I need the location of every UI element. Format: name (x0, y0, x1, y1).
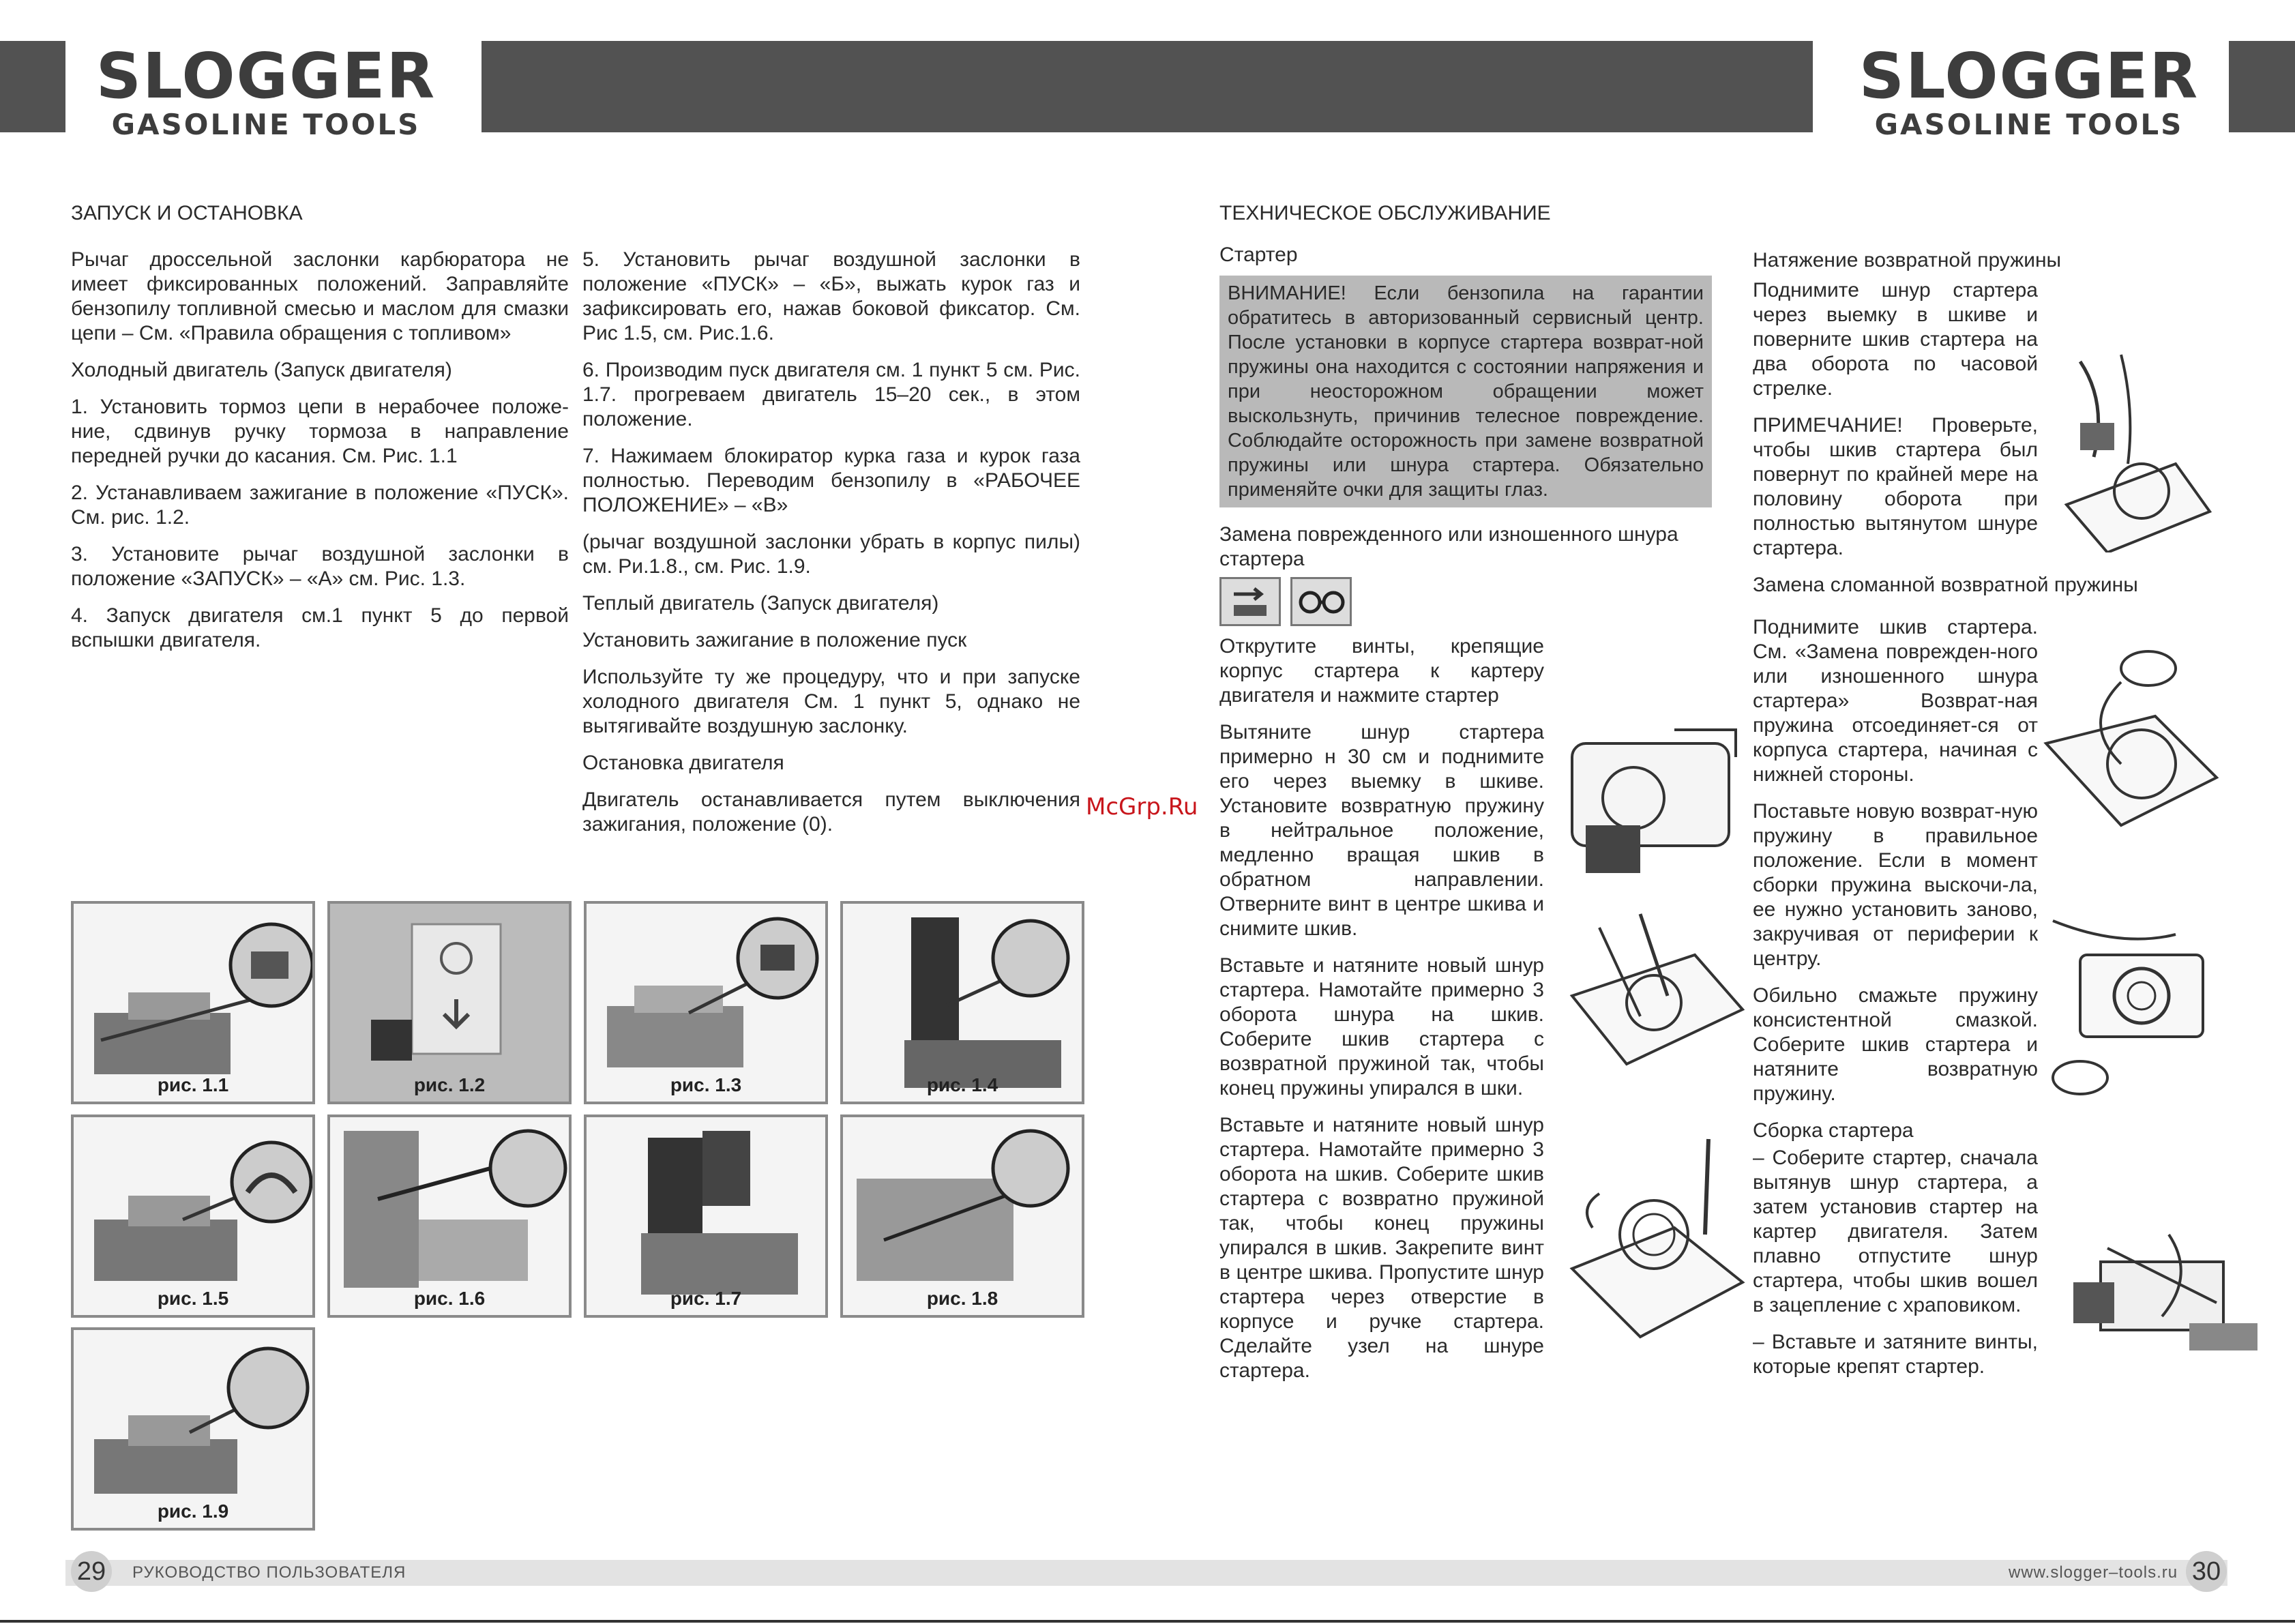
tension-note: ПРИМЕЧАНИЕ! Проверьте, чтобы шкив стартера был повернут по крайней мере на половину оборота при полностью вытянутом шнуре стартера. (1753, 414, 2038, 559)
header-band-left (0, 41, 65, 132)
figure-caption: рис. 1.2 (413, 1074, 486, 1095)
subheading-stop-engine: Остановка двигателя (582, 752, 784, 774)
replace-step-1: Открутите винты, крепящие корпус стартера к картеру двигателя и нажмите стартер (1219, 635, 1544, 707)
right-column-2 (1753, 248, 2138, 1391)
spring-assembly-illustration (1558, 1132, 1749, 1350)
footer-website: www.slogger–tools.ru (2009, 1563, 2178, 1582)
figure-caption: рис. 1.3 (670, 1074, 742, 1095)
replace-step-3: Вставьте и натяните новый шнур стартера. Намотайте примерно 3 оборота шнура на шкив. Соберите шкив стартера с возвратной пружиной так, чтобы конец пружины упирался в шки. (1219, 954, 1544, 1099)
figure-caption: рис. 1.6 (413, 1288, 486, 1309)
spring-install-illustration (2039, 880, 2223, 1105)
step-3: 3. Установите рычаг воздушной заслонки в положение «ЗАПУСК» – «А» см. Рис. 1.3. (71, 543, 569, 590)
page-number-right: 30 (2186, 1551, 2227, 1592)
figure-1-7 (584, 1114, 828, 1318)
subheading-starter: Стартер (1219, 243, 1298, 266)
tension-step-1: Поднимите шнур стартера через выемку в шкиве и поверните шкив стартера на два оборота по часовой стрелке. (1753, 279, 2038, 400)
warm-1: Установить зажигание в положение пуск (582, 629, 967, 651)
logo-sub: GASOLINE TOOLS (111, 108, 421, 141)
header-band-right (2229, 41, 2295, 132)
step-6: 6. Производим пуск двигателя см. 1 пункт 5 см. Рис. 1.7. прогреваем двигатель 15–20 сек., в этом положение. (582, 359, 1080, 430)
section-title-maintenance: ТЕХНИЧЕСКОЕ ОБСЛУЖИВАНИЕ (1219, 202, 1551, 224)
subheading-broken-spring: Замена сломанной возвратной пружины (1753, 574, 2138, 596)
starter-housing-illustration (1558, 703, 1749, 880)
step-5: 5. Установить рычаг воздушной заслонки в положение «ПУСК» – «Б», выжать курок газ и зафиксировать его, нажав боковой фиксатор. См. Рис 1.5, см. Рис.1.6. (582, 248, 1080, 344)
paragraph: Рычаг дроссельной заслонки карбюратора не имеет фиксированных положений. Заправляйте бензопилу топливной смесью и маслом для смазки цепи – См. «Правила обращения с топливом» (71, 248, 569, 344)
footer-manual-label: РУКОВОДСТВО ПОЛЬЗОВАТЕЛЯ (132, 1563, 406, 1582)
subheading-warm-engine: Теплый двигатель (Запуск двигателя) (582, 592, 939, 615)
stop-text: Двигатель останавливается путем выключения зажигания, положение (0). (582, 788, 1080, 836)
logo-brand: SLOGGER (95, 40, 436, 113)
read-manual-icon (1219, 577, 1281, 626)
figure-caption: рис. 1.4 (926, 1074, 998, 1095)
figure-caption: рис. 1.8 (926, 1288, 998, 1309)
figure-1-3 (584, 901, 828, 1104)
watermark: McGrp.Ru (1086, 793, 1198, 821)
figure-1-6 (327, 1114, 572, 1318)
figure-1-8 (840, 1114, 1084, 1318)
figure-1-1 (71, 901, 315, 1104)
replace-step-4: Вставьте и натяните новый шнур стартера. Намотайте примерно 3 оборота на шкив. Соберите шкив стартера с возвратно пружиной так, чтобы конец пружины упирался в шкив. Закрепите винт в центре шкива. Пропустите шнур стартера через отверстие в корпусе и ручке стартера. Сделайте узел на шнуре стартера. (1219, 1114, 1544, 1382)
assembly-step-1: – Соберите стартер, сначала вытянув шнур стартера, а затем установив стартер на картер двигателя. Затем плавно отпустите шнур стартера, чтобы шкив вошел в зацепление с храповиком. (1753, 1147, 2038, 1316)
figure-1-9 (71, 1327, 315, 1531)
broken-step-1: Поднимите шкив стартера. См. «Замена поврежден-ного или изношенного шнура стартера» Возврат-ная пружина отсоединяет-ся от корпуса стартера, начиная с нижней стороны. (1753, 616, 2038, 786)
subheading-cold-engine: Холодный двигатель (Запуск двигателя) (71, 359, 452, 381)
logo-brand: SLOGGER (1859, 40, 2200, 113)
safety-icons (1219, 577, 1712, 626)
step-8: (рычаг воздушной заслонки убрать в корпус пилы) см. Ри.1.8., см. Рис. 1.9. (582, 531, 1080, 578)
figure-caption: рис. 1.7 (670, 1288, 742, 1309)
header-band-center (482, 41, 1813, 132)
logo-right (1831, 40, 2227, 141)
starter-assembly-illustration (2067, 1221, 2257, 1371)
section-title-start-stop: ЗАПУСК И ОСТАНОВКА (71, 202, 303, 224)
figure-1-5 (71, 1114, 315, 1318)
spring-removal-illustration (2039, 641, 2223, 859)
warm-2: Используйте ту же процедуру, что и при запуске холодного двигателя См. 1 пункт 5, однако не вытягивайте воздушную заслонку. (582, 666, 1080, 737)
subheading-replace-cord: Замена поврежденного или изношенного шнура стартера (1219, 523, 1678, 570)
subheading-tension: Натяжение возвратной пружины (1753, 249, 2062, 271)
page-number-left: 29 (71, 1551, 112, 1592)
safety-glasses-icon (1290, 577, 1352, 626)
bottom-rule (0, 1620, 2295, 1623)
subheading-assembly: Сборка стартера (1753, 1119, 1914, 1142)
logo-left (68, 40, 464, 141)
pulley-rotation-illustration (2039, 334, 2223, 552)
figure-1-4 (840, 901, 1084, 1104)
figure-caption: рис. 1.9 (157, 1501, 229, 1522)
figure-1-2 (327, 901, 572, 1104)
warning-box: ВНИМАНИЕ! Если бензопила на гарантии обратитесь в авторизованный сервисный центр. После установки в корпусе стартера возврат-ной пружины она находится с состоянии напряжения и при неосторожном обращении может выскользнуть, причинив телесное повреждение. Соблюдайте осторожность при замене возвратной пружины или шнура стартера. Обязательно применяйте очки для защиты глаз. (1219, 276, 1712, 507)
broken-step-2: Поставьте новую возврат-ную пружину в правильное положение. Если в момент сборки пружина выскочи-ла, ее нужно установить заново, закручивая от периферии к центру. (1753, 800, 2038, 970)
logo-sub: GASOLINE TOOLS (1874, 108, 2184, 141)
left-column-2 (582, 248, 1080, 849)
figure-caption: рис. 1.1 (157, 1074, 229, 1095)
left-column-1 (71, 248, 569, 665)
step-7: 7. Нажимаем блокиратор курка газа и курок газа полностью. Переводим бензопилу в «РАБОЧЕЕ ПОЛОЖЕНИЕ» – «В» (582, 445, 1080, 516)
assembly-step-2: – Вставьте и затяните винты, которые крепят стартер. (1753, 1331, 2038, 1378)
figure-caption: рис. 1.5 (157, 1288, 229, 1309)
pulley-removal-illustration (1558, 900, 1749, 1078)
replace-step-2: Вытяните шнур стартера примерно н 30 см и поднимите его через выемку в шкиве. Установите возвратную пружину в нейтральное положение, медленно вращая шкив в обратном направлении. Отверните винт в центре шкива и снимите шкив. (1219, 721, 1544, 940)
step-4: 4. Запуск двигателя см.1 пункт 5 до первой вспышки двигателя. (71, 604, 569, 651)
step-2: 2. Устанавливаем зажигание в положение «ПУСК». См. рис. 1.2. (71, 482, 569, 529)
step-1: 1. Установить тормоз цепи в нерабочее положе-ние, сдвинув ручку тормоза в направление передней ручки до касания. См. Рис. 1.1 (71, 396, 569, 467)
broken-step-3: Обильно смажьте пружину консистентной смазкой. Соберите шкив стартера и натяните возвратную пружину. (1753, 984, 2038, 1105)
